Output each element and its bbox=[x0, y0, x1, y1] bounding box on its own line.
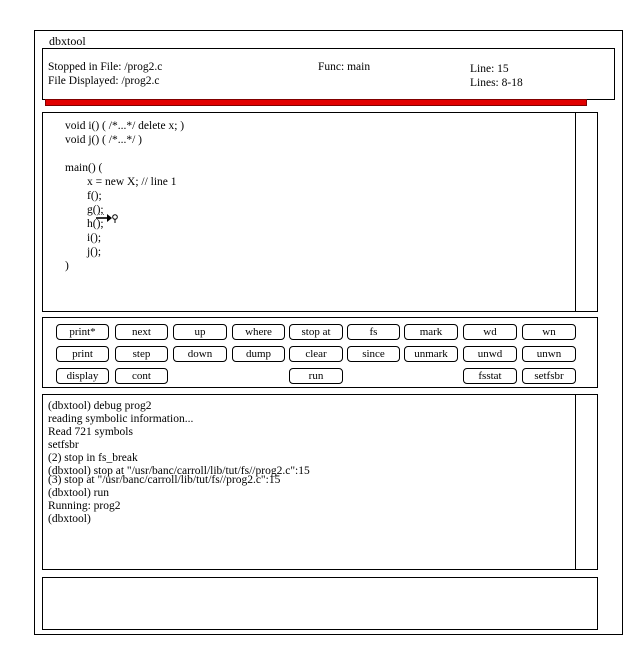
run-button[interactable]: run bbox=[289, 368, 343, 384]
fs-button[interactable]: fs bbox=[347, 324, 400, 340]
source-scrollbar[interactable] bbox=[575, 113, 597, 311]
console-line: (3) stop at "/usr/banc/carroll/lib/tut/fs//prog2.c":15 bbox=[48, 474, 281, 486]
source-line: f(); bbox=[87, 190, 102, 202]
print-button[interactable]: print bbox=[56, 346, 109, 362]
source-line-current: g(); bbox=[87, 204, 104, 216]
console-line: Read 721 symbols bbox=[48, 426, 133, 438]
cont-button[interactable]: cont bbox=[115, 368, 168, 384]
console-prompt: (dbxtool) bbox=[48, 513, 91, 525]
mark-button[interactable]: mark bbox=[404, 324, 458, 340]
where-button[interactable]: where bbox=[232, 324, 285, 340]
source-line: h(); bbox=[87, 218, 104, 230]
dbxtool-window bbox=[34, 30, 623, 635]
next-button[interactable]: next bbox=[115, 324, 168, 340]
lines-range: Lines: 8-18 bbox=[470, 77, 523, 89]
step-button[interactable]: step bbox=[115, 346, 168, 362]
console-line: setfsbr bbox=[48, 439, 79, 451]
stop-arrow-icon bbox=[95, 212, 119, 226]
source-line: main() ( bbox=[65, 162, 103, 174]
command-console[interactable] bbox=[42, 394, 598, 570]
source-line: void i() ( /*...*/ delete x; ) bbox=[65, 120, 185, 132]
line-label: Line: 15 bbox=[470, 63, 509, 75]
window-title: dbxtool bbox=[49, 34, 86, 48]
print-star-button[interactable]: print* bbox=[56, 324, 109, 340]
fsstat-button[interactable]: fsstat bbox=[463, 368, 517, 384]
source-line: j(); bbox=[87, 246, 102, 258]
unwn-button[interactable]: unwn bbox=[522, 346, 576, 362]
dump-button[interactable]: dump bbox=[232, 346, 285, 362]
command-button-panel bbox=[42, 317, 598, 388]
stop-at-button[interactable]: stop at bbox=[289, 324, 343, 340]
setfsbr-button[interactable]: setfsbr bbox=[522, 368, 576, 384]
clear-button[interactable]: clear bbox=[289, 346, 343, 362]
source-line: x = new X; // line 1 bbox=[87, 176, 177, 188]
source-line: void j() ( /*...*/ ) bbox=[65, 134, 142, 146]
wd-button[interactable]: wd bbox=[463, 324, 517, 340]
since-button[interactable]: since bbox=[347, 346, 400, 362]
stopped-in-file: Stopped in File: /prog2.c bbox=[48, 61, 163, 73]
source-line: i(); bbox=[87, 232, 102, 244]
console-line: Running: prog2 bbox=[48, 500, 121, 512]
source-line: ) bbox=[65, 260, 69, 272]
console-line: (dbxtool) debug prog2 bbox=[48, 400, 152, 412]
console-line: (2) stop in fs_break bbox=[48, 452, 138, 464]
down-button[interactable]: down bbox=[173, 346, 227, 362]
console-line: reading symbolic information... bbox=[48, 413, 194, 425]
unmark-button[interactable]: unmark bbox=[404, 346, 458, 362]
up-button[interactable]: up bbox=[173, 324, 227, 340]
display-button[interactable]: display bbox=[56, 368, 109, 384]
source-pane[interactable] bbox=[42, 112, 598, 312]
unwd-button[interactable]: unwd bbox=[463, 346, 517, 362]
status-panel bbox=[42, 48, 615, 100]
status-red-bar bbox=[45, 99, 587, 106]
console-scrollbar[interactable] bbox=[575, 395, 597, 569]
file-displayed: File Displayed: /prog2.c bbox=[48, 75, 160, 87]
console-line: (dbxtool) run bbox=[48, 487, 110, 499]
func-label: Func: main bbox=[318, 61, 371, 73]
console-line: (dbxtool) stop at "/usr/banc/carroll/lib/tut/fs//prog2.c":15 bbox=[48, 465, 310, 477]
bottom-input-pane[interactable] bbox=[42, 577, 598, 630]
wn-button[interactable]: wn bbox=[522, 324, 576, 340]
